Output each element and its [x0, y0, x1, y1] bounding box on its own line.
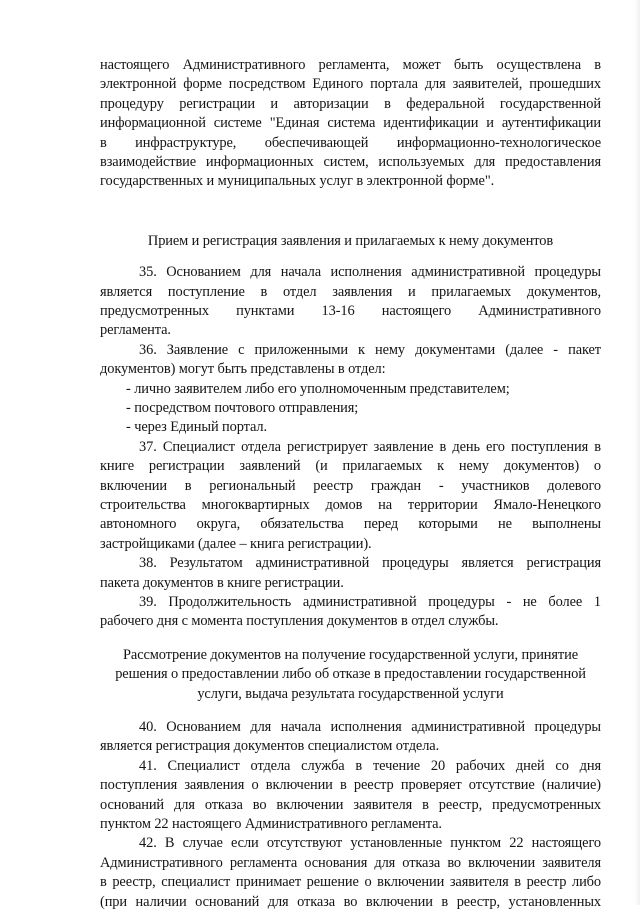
section-heading: Рассмотрение документов на получение государственной услуги, принятие [123, 646, 578, 663]
paragraph-line: (при наличии оснований для отказа во включении в реестр, установленных [100, 893, 601, 910]
paragraph-line: застройщиками (далее – книга регистрации). [100, 535, 372, 552]
paragraph-line: настоящего Административного регламента, может быть осуществлена в [100, 57, 601, 73]
paragraph-line: процедуру регистрации и авторизации в федеральной государственной [100, 95, 601, 112]
paragraph-line: 39. Продолжительность административной процедуры - не более 1 [139, 594, 601, 610]
list-item: - лично заявителем либо его уполномоченным представителем; [126, 380, 510, 397]
paragraph-line: электронной форме посредством Единого портала для заявителей, прошедших [100, 76, 601, 93]
paragraph-line: автономного округа, обязательства перед которыми не выполнены [100, 516, 601, 533]
list-item: - посредством почтового отправления; [126, 400, 359, 416]
paragraph-line: в реестр, специалист принимает решение о включении заявителя в реестр либо [100, 874, 601, 891]
section-heading: Прием и регистрация заявления и прилагаемых к нему документов [147, 232, 554, 249]
paragraph-line: предусмотренных пунктами 13-16 настоящего Административного [100, 303, 601, 319]
paragraph-line: рабочего дня с момента поступления документов в отдел службы. [100, 613, 499, 630]
paragraph-line: 35. Основанием для начала исполнения административной процедуры [139, 264, 601, 281]
paragraph-line: 42. В случае если отсутствуют установленные пунктом 22 настоящего [139, 835, 601, 852]
paragraph-line: является поступление в отдел заявления и прилагаемых документов, [100, 283, 601, 300]
paragraph-line: Административного регламента основания для отказа во включении заявителя [100, 854, 601, 871]
paragraph-line: 40. Основанием для начала исполнения административной процедуры [139, 719, 601, 735]
paragraph-line: 38. Результатом административной процедуры является регистрация [139, 555, 601, 572]
paragraph-line: 41. Специалист отдела служба в течение 20 рабочих дней со дня [139, 757, 601, 774]
paragraph-line: является регистрация документов специалистом отдела. [100, 738, 440, 755]
section-heading: решения о предоставлении либо об отказе в предоставлении государственной [115, 666, 586, 683]
paragraph-line: 37. Специалист отдела регистрирует заявление в день его поступления в [139, 438, 601, 455]
paragraph-line: строительства многоквартирных домов на территории Ямало-Ненецкого [100, 497, 601, 513]
paragraph-line: поступления заявления о включении в реестр проверяет отсутствие (наличие) [100, 777, 601, 794]
paragraph-line: информационной системе "Единая система идентификации и аутентификации [100, 115, 601, 132]
paragraph-line: в инфраструктуре, обеспечивающей информационно-технологическое [100, 134, 601, 151]
paragraph-line: оснований для отказа во включении заявителя в реестр, предусмотренных [100, 796, 601, 813]
paragraph-line: включении в региональный реестр граждан - участников долевого [100, 477, 601, 494]
section-heading: услуги, выдача результата государственной услуги [197, 685, 504, 702]
paragraph-line: пакета документов в книге регистрации. [100, 574, 344, 591]
paragraph-line: пунктом 22 настоящего Административного регламента. [100, 816, 442, 832]
paragraph-line: регламента. [100, 322, 171, 339]
paragraph-line: книге регистрации заявлений (и прилагаемых к нему документов) о [100, 458, 601, 475]
page-edge-shadow [634, 0, 640, 905]
paragraph-line: 36. Заявление с приложенными к нему документами (далее - пакет [139, 341, 601, 358]
paragraph-line: государственных и муниципальных услуг в электронной форме". [100, 173, 495, 190]
paragraph-line: взаимодействие информационных систем, используемых для предоставления [100, 154, 601, 170]
list-item: - через Единый портал. [126, 419, 267, 436]
paragraph-line: документов) могут быть представлены в отдел: [100, 361, 386, 378]
